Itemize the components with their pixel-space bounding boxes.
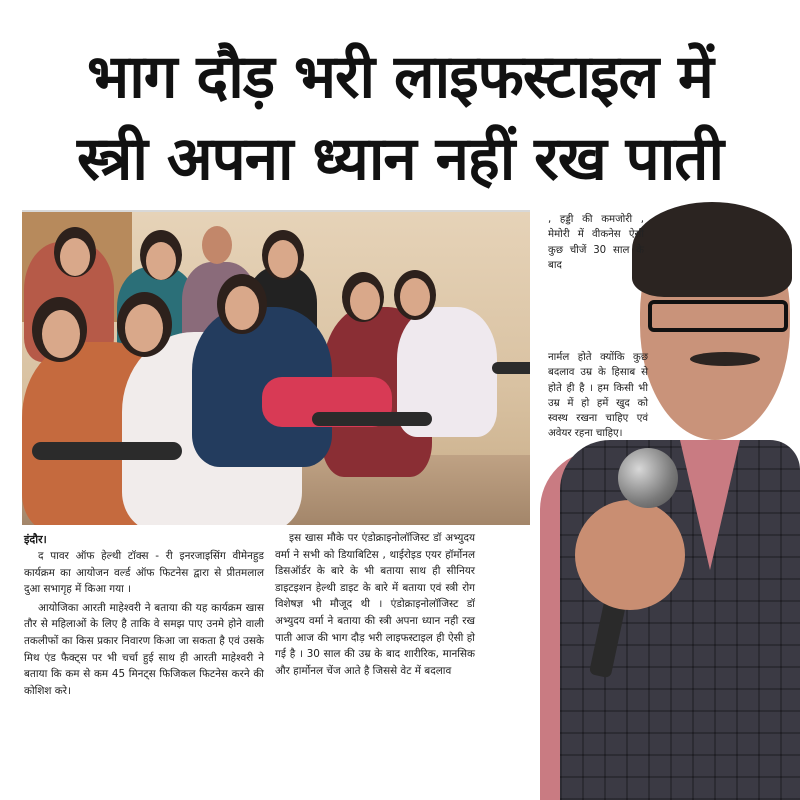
dateline: इंदौर। [24, 533, 47, 546]
sidebar-text-bottom: नार्मल होते क्योंकि कुछ बदलाव उम्र के हिसाब से होते ही है । हम किसी भी उम्र में हो हमें खुद को स्वस्थ रखना चाहिए एवं अवेयर रहना चाहिए। [548, 352, 648, 440]
speaker-glasses [648, 300, 788, 332]
article-column-1 [24, 548, 264, 699]
headline-line-1: भाग दौड़ भरी लाइफस्टाइल में [87, 42, 713, 112]
paragraph: आयोजिका आरती माहेश्वरी ने बताया की यह कार्यक्रम खास तौर से महिलाओं के लिए है ताकि वे समझ पाए उनमे होने वाली तकलीफों का किस प्रकार निवारण किआ जा सकता है एवं उसके मिथ एंड फैक्ट्स पर भी चर्चा हुई साथ ही आरती माहेश्वरी ने बताया कि कम से कम 45 मिनट्स फिजिकल फिटनेस करने की कोशिश करे। [24, 601, 264, 697]
article-column-2 [275, 530, 475, 679]
speaker-hand [575, 500, 685, 610]
paragraph: इस खास मौके पर एंडोक्राइनोलॉजिस्ट डॉ अभ्युदय वर्मा ने सभी को डियाबिटिस , थाईरोइड एयर हॉर्मोनल डिसऑर्डर के बारे के भी बताया साथ ही सीनियर डाइटइशन हेल्थी डाइट के बारे में बताया एवं स्त्री रोग विशेषज्ञ भी मौजूद थी । एंडोक्राइनोलॉजिस्ट डॉ अभ्युदय वर्मा ने बताया की स्त्री अपना ध्यान नही रख पाती आज की भाग दौड़ भरी लाइफस्टाइल ही ऐसी हो गई है । 30 साल की उम्र के बाद शारीरिक, मानसिक और हार्मोनल चेंज आते है जिससे वेट में बदलाव [275, 532, 475, 677]
speaker-vest [560, 440, 800, 800]
sidebar-text-top: , हड्डी की कमजोरी , मेमोरी में वीकनेस ऐसी कुछ चीजें 30 साल के बाद [548, 214, 644, 271]
paragraph: द पावर ऑफ हेल्थी टॉक्स - री इनरजाइसिंग वीमेनहुड कार्यक्रम का आयोजन वर्ल्ड ऑफ फिटनेस द्वारा से प्रीतमलाल दुआ सभागृह में किआ गया । [24, 550, 264, 596]
audience-photo [22, 210, 542, 525]
microphone-icon [618, 448, 678, 508]
headline-line-2: स्त्री अपना ध्यान नहीं रख पाती [76, 124, 724, 194]
